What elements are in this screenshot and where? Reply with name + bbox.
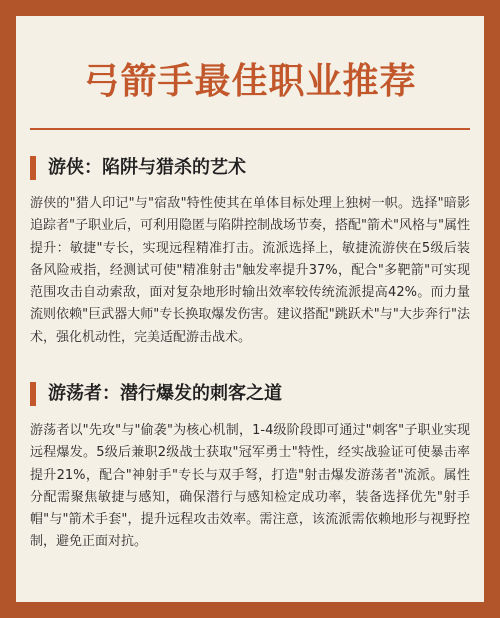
section-body-rogue: 游荡者以"先攻"与"偷袭"为核心机制，1-4级阶段即可通过"刺客"子职业实现远程爆发。5级后兼职2级战士获取"冠军勇士"特性，经实战验证可使暴击率提升21%，配合"神射手"专长与双手弩，打造"射击爆发游荡者"流派。属性分配需聚焦敏捷与感知，确保潜行与感知检定成功率，装备选择优先"射手帽"与"箭术手套"，提升远程攻击效率。需注意，该流派需依赖地形与视野控制，避免正面对抗。 xyxy=(30,423,470,550)
section-title: 游荡者：潜行爆发的刺客之道 xyxy=(48,383,282,404)
section-heading-ranger xyxy=(30,152,470,184)
section-accent-bar xyxy=(30,156,36,180)
section-heading-rogue xyxy=(30,378,470,410)
section-accent-bar xyxy=(30,382,36,406)
section-body-ranger: 游侠的"猎人印记"与"宿敌"特性使其在单体目标处理上独树一帜。选择"暗影追踪者"子职业后，可利用隐匿与陷阱控制战场节奏，搭配"箭术"风格与"属性提升：敏捷"专长，实现远程精准打击。流派选择上，敏捷流游侠在5级后装备风险戒指，经测试可使"精准射击"触发率提升37%，配合"多靶箭"可实现范围攻击自动索敌，面对复杂地形时输出效率较传统流派提高42%。而力量流则依赖"巨武器大师"专长换取爆发伤害。建议搭配"跳跃术"与"大步奔行"法术，强化机动性，完美适配游击战术。 xyxy=(30,196,470,345)
page-title: 弓箭手最佳职业推荐 xyxy=(83,61,417,102)
title-divider xyxy=(30,128,470,130)
section-title: 游侠：陷阱与猎杀的艺术 xyxy=(48,157,246,178)
content-card xyxy=(16,16,484,602)
